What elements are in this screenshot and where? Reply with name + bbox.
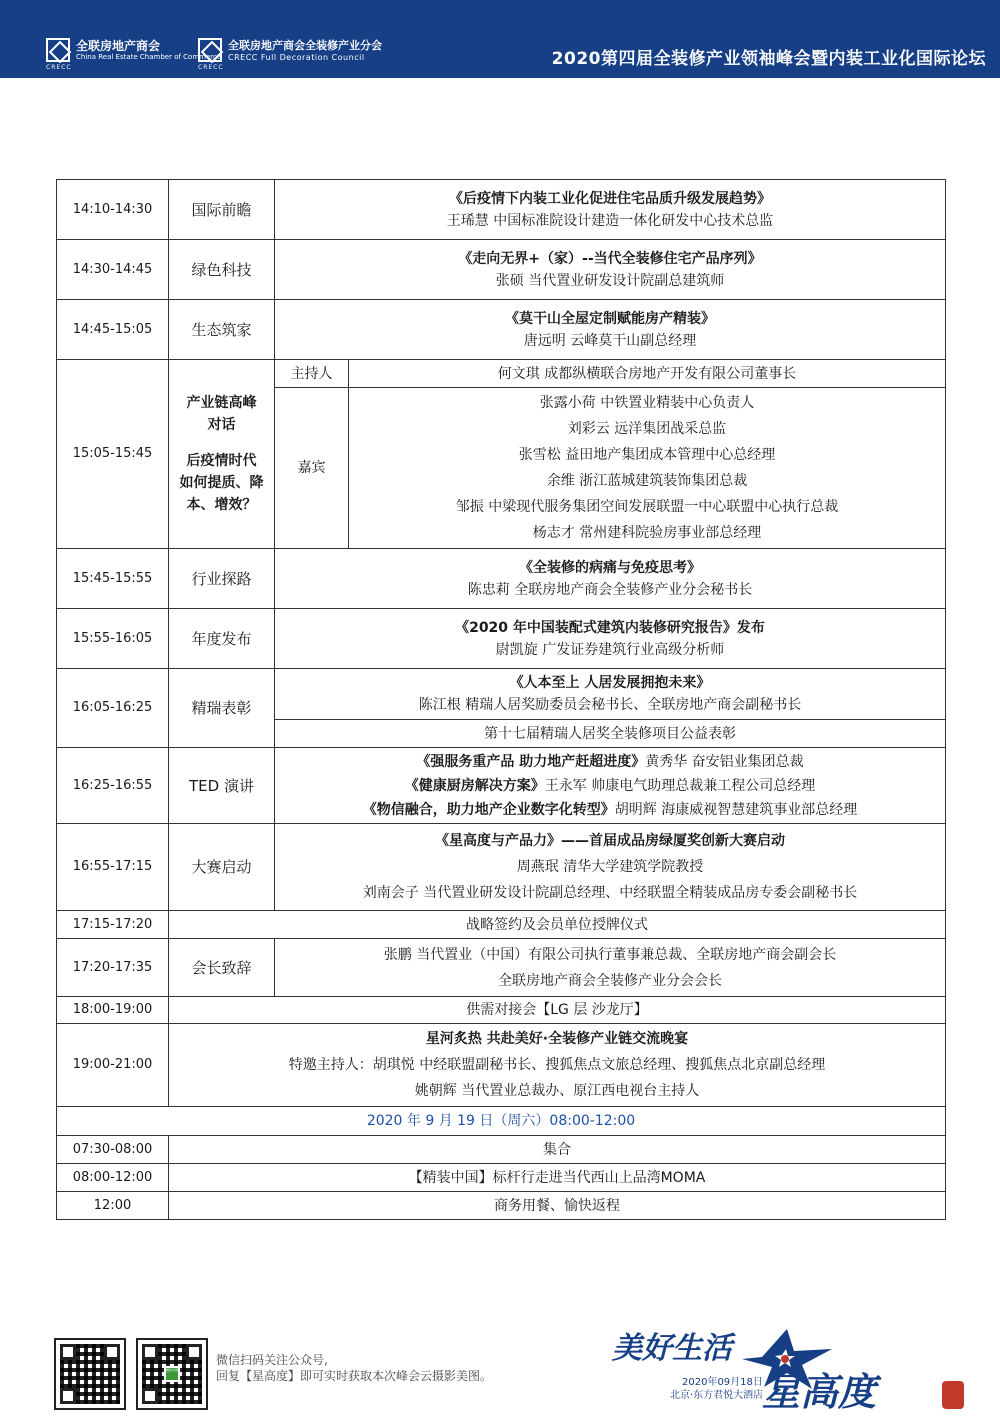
panel-topic-line: 产业链高峰 <box>186 395 257 411</box>
category-cell: 精瑞表彰 <box>169 669 275 748</box>
time-cell: 15:05-15:45 <box>57 360 169 549</box>
table-row <box>57 669 946 720</box>
council-logo-icon <box>198 38 222 62</box>
event-venue: 北京·东方君悦大酒店 <box>670 1390 764 1401</box>
qr-code-2 <box>136 1338 208 1410</box>
brand-slogan: 美好生活 <box>612 1331 732 1366</box>
category-cell: 大赛启动 <box>169 824 275 911</box>
time-cell: 15:45-15:55 <box>57 549 169 609</box>
talk-title: 《人本至上 人居发展拥抱未来》 <box>509 675 711 691</box>
time-cell: 14:10-14:30 <box>57 180 169 240</box>
award-line: 第十七届精瑞人居奖全装修项目公益表彰 <box>275 720 946 748</box>
time-cell: 17:15-17:20 <box>57 911 169 939</box>
speaker: 全联房地产商会全装修产业分会会长 <box>498 972 722 989</box>
table-row <box>57 180 946 240</box>
event-cell: 集合 <box>169 1136 946 1164</box>
guest: 张雪松 益田地产集团成本管理中心总经理 <box>518 447 776 463</box>
speaker: 陈忠莉 全联房地产商会全装修产业分会秘书长 <box>467 581 753 598</box>
table-row <box>57 748 946 824</box>
table-row <box>57 1136 946 1164</box>
logo1-cn: 全联房地产商会 <box>76 38 161 53</box>
host: 特邀主持人：胡琪悦 中经联盟副秘书长、搜狐焦点文旅总经理、搜狐焦点北京副总经理 <box>288 1057 826 1073</box>
table-row <box>57 911 946 939</box>
logo2-sub: CRECC <box>198 64 224 71</box>
time-cell: 14:45-15:05 <box>57 300 169 360</box>
host: 姚朝辉 当代置业总裁办、原江西电视台主持人 <box>414 1083 700 1099</box>
ted-talk <box>277 774 943 798</box>
talk-title: 《健康厨房解决方案》 <box>404 777 545 794</box>
ted-talk <box>277 750 943 774</box>
qr-logo <box>164 1366 180 1382</box>
speaker: 周燕珉 清华大学建筑学院教授 <box>516 859 704 875</box>
time-cell: 19:00-21:00 <box>57 1024 169 1107</box>
table-row <box>57 300 946 360</box>
speaker: 胡明辉 海康威视智慧建筑事业部总经理 <box>614 801 858 818</box>
speaker: 王永军 帅康电气助理总裁兼工程公司总经理 <box>544 777 816 794</box>
category-cell: TED 演讲 <box>169 748 275 824</box>
panel-topic-cell <box>169 360 275 549</box>
speaker: 张硕 当代置业研发设计院副总建筑师 <box>495 272 725 289</box>
event-cell: 商务用餐、愉快返程 <box>169 1192 946 1220</box>
page-header <box>0 0 1000 78</box>
guest: 刘彩云 远洋集团战采总监 <box>567 421 727 437</box>
council-logo <box>198 38 382 71</box>
host: 何文琪 成都纵横联合房地产开发有限公司董事长 <box>349 360 946 388</box>
talk-title: 《物信融合，助力地产企业数字化转型》 <box>362 801 615 818</box>
speaker: 王琋慧 中国标准院设计建造一体化研发中心技术总监 <box>446 212 774 229</box>
speaker: 刘南会子 当代置业研发设计院副总经理、中经联盟全精装成品房专委会副秘书长 <box>362 885 858 901</box>
time-cell: 12:00 <box>57 1192 169 1220</box>
table-row <box>57 1024 946 1107</box>
guest: 杨志才 常州建科院验房事业部总经理 <box>532 525 762 541</box>
time-cell: 16:05-16:25 <box>57 669 169 748</box>
event-cell: 【精装中国】标杆行走进当代西山上品湾MOMA <box>169 1164 946 1192</box>
category-cell: 会长致辞 <box>169 939 275 997</box>
speaker: 张鹏 当代置业（中国）有限公司执行董事兼总裁、全联房地产商会副会长 <box>383 946 837 963</box>
table-row <box>57 997 946 1024</box>
crecc-logo-icon <box>46 38 70 62</box>
category-cell: 生态筑家 <box>169 300 275 360</box>
speaker: 黄秀华 奋安铝业集团总裁 <box>645 753 804 770</box>
event-title: 星河炙热 共赴美好·全装修产业链交流晚宴 <box>425 1031 689 1047</box>
talk-title: 《莫干山全屋定制赋能房产精装》 <box>505 310 715 327</box>
panel-topic-line: 本、增效？ <box>186 497 257 513</box>
event-cell: 供需对接会【LG 层 沙龙厅】 <box>169 997 946 1024</box>
talk-title: 《全装修的病痛与免疫思考》 <box>519 559 701 576</box>
guest: 余维 浙江蓝城建筑装饰集团总裁 <box>546 473 748 489</box>
table-row <box>57 824 946 911</box>
guest: 邹振 中梁现代服务集团空间发展联盟一中心联盟中心执行总裁 <box>455 499 839 515</box>
category-cell: 年度发布 <box>169 609 275 669</box>
panel-topic-line: 如何提质、降 <box>179 475 264 491</box>
footer-text <box>216 1352 492 1384</box>
table-row <box>57 240 946 300</box>
schedule-table <box>56 179 946 1220</box>
talk-title: 《星高度与产品力》——首届成品房绿厦奖创新大赛启动 <box>435 833 785 849</box>
table-row <box>57 549 946 609</box>
qr-logo-label: 精装中国 <box>166 1368 178 1372</box>
seal-stamp <box>942 1381 964 1409</box>
category-cell: 绿色科技 <box>169 240 275 300</box>
logo2-en: CRECC Full Decoration Council <box>228 52 365 62</box>
time-cell: 16:55-17:15 <box>57 824 169 911</box>
speaker: 尉凯旋 广发证券建筑行业高级分析师 <box>495 641 725 658</box>
logo1-sub: CRECC <box>46 64 72 71</box>
brand-name: 星高度 <box>762 1369 877 1414</box>
time-cell: 08:00-12:00 <box>57 1164 169 1192</box>
host-label: 主持人 <box>275 360 349 388</box>
qr-code-1 <box>54 1338 126 1410</box>
speaker: 陈江根 精瑞人居奖励委员会秘书长、全联房地产商会副秘书长 <box>418 697 802 713</box>
brand-logo <box>612 1323 962 1413</box>
speaker: 唐远明 云峰莫干山副总经理 <box>523 332 697 349</box>
time-cell: 16:25-16:55 <box>57 748 169 824</box>
table-row <box>57 939 946 997</box>
time-cell: 17:20-17:35 <box>57 939 169 997</box>
date-row <box>57 1107 946 1136</box>
date-cell: 2020 年 9 月 19 日（周六）08:00-12:00 <box>57 1107 946 1136</box>
category-cell: 行业探路 <box>169 549 275 609</box>
logo1-en: China Real Estate Chamber of Commerce <box>76 52 222 61</box>
time-cell: 14:30-14:45 <box>57 240 169 300</box>
talk-title: 《强服务重产品 助力地产赶超进度》 <box>416 753 646 770</box>
footer-line: 微信扫码关注公众号, <box>216 1353 328 1367</box>
event-cell: 战略签约及会员单位授牌仪式 <box>169 911 946 939</box>
footer-line: 回复【星高度】即可实时获取本次峰会云摄影美图。 <box>216 1369 493 1383</box>
talk-title: 《2020 年中国装配式建筑内装修研究报告》发布 <box>455 619 765 636</box>
ted-talk <box>277 798 943 822</box>
table-row <box>57 360 946 388</box>
forum-title: 2020第四届全装修产业领袖峰会暨内装工业化国际论坛 <box>551 49 986 69</box>
talk-title: 《后疫情下内装工业化促进住宅品质升级发展趋势》 <box>449 190 771 207</box>
time-cell: 07:30-08:00 <box>57 1136 169 1164</box>
time-cell: 15:55-16:05 <box>57 609 169 669</box>
talk-title: 《走向无界+（家）--当代全装修住宅产品序列》 <box>458 250 762 267</box>
guest-label: 嘉宾 <box>275 388 349 549</box>
logo2-cn: 全联房地产商会全装修产业分会 <box>228 38 382 52</box>
crecc-logo <box>46 38 222 71</box>
panel-topic-line: 对话 <box>207 417 236 433</box>
panel-topic-line: 后疫情时代 <box>186 453 257 469</box>
guest: 张露小荷 中铁置业精装中心负责人 <box>539 395 755 411</box>
category-cell: 国际前瞻 <box>169 180 275 240</box>
guest-list <box>349 388 946 549</box>
time-cell: 18:00-19:00 <box>57 997 169 1024</box>
table-row <box>57 609 946 669</box>
table-row <box>57 1164 946 1192</box>
table-row <box>57 1192 946 1220</box>
event-date: 2020年09月18日 <box>682 1377 763 1388</box>
